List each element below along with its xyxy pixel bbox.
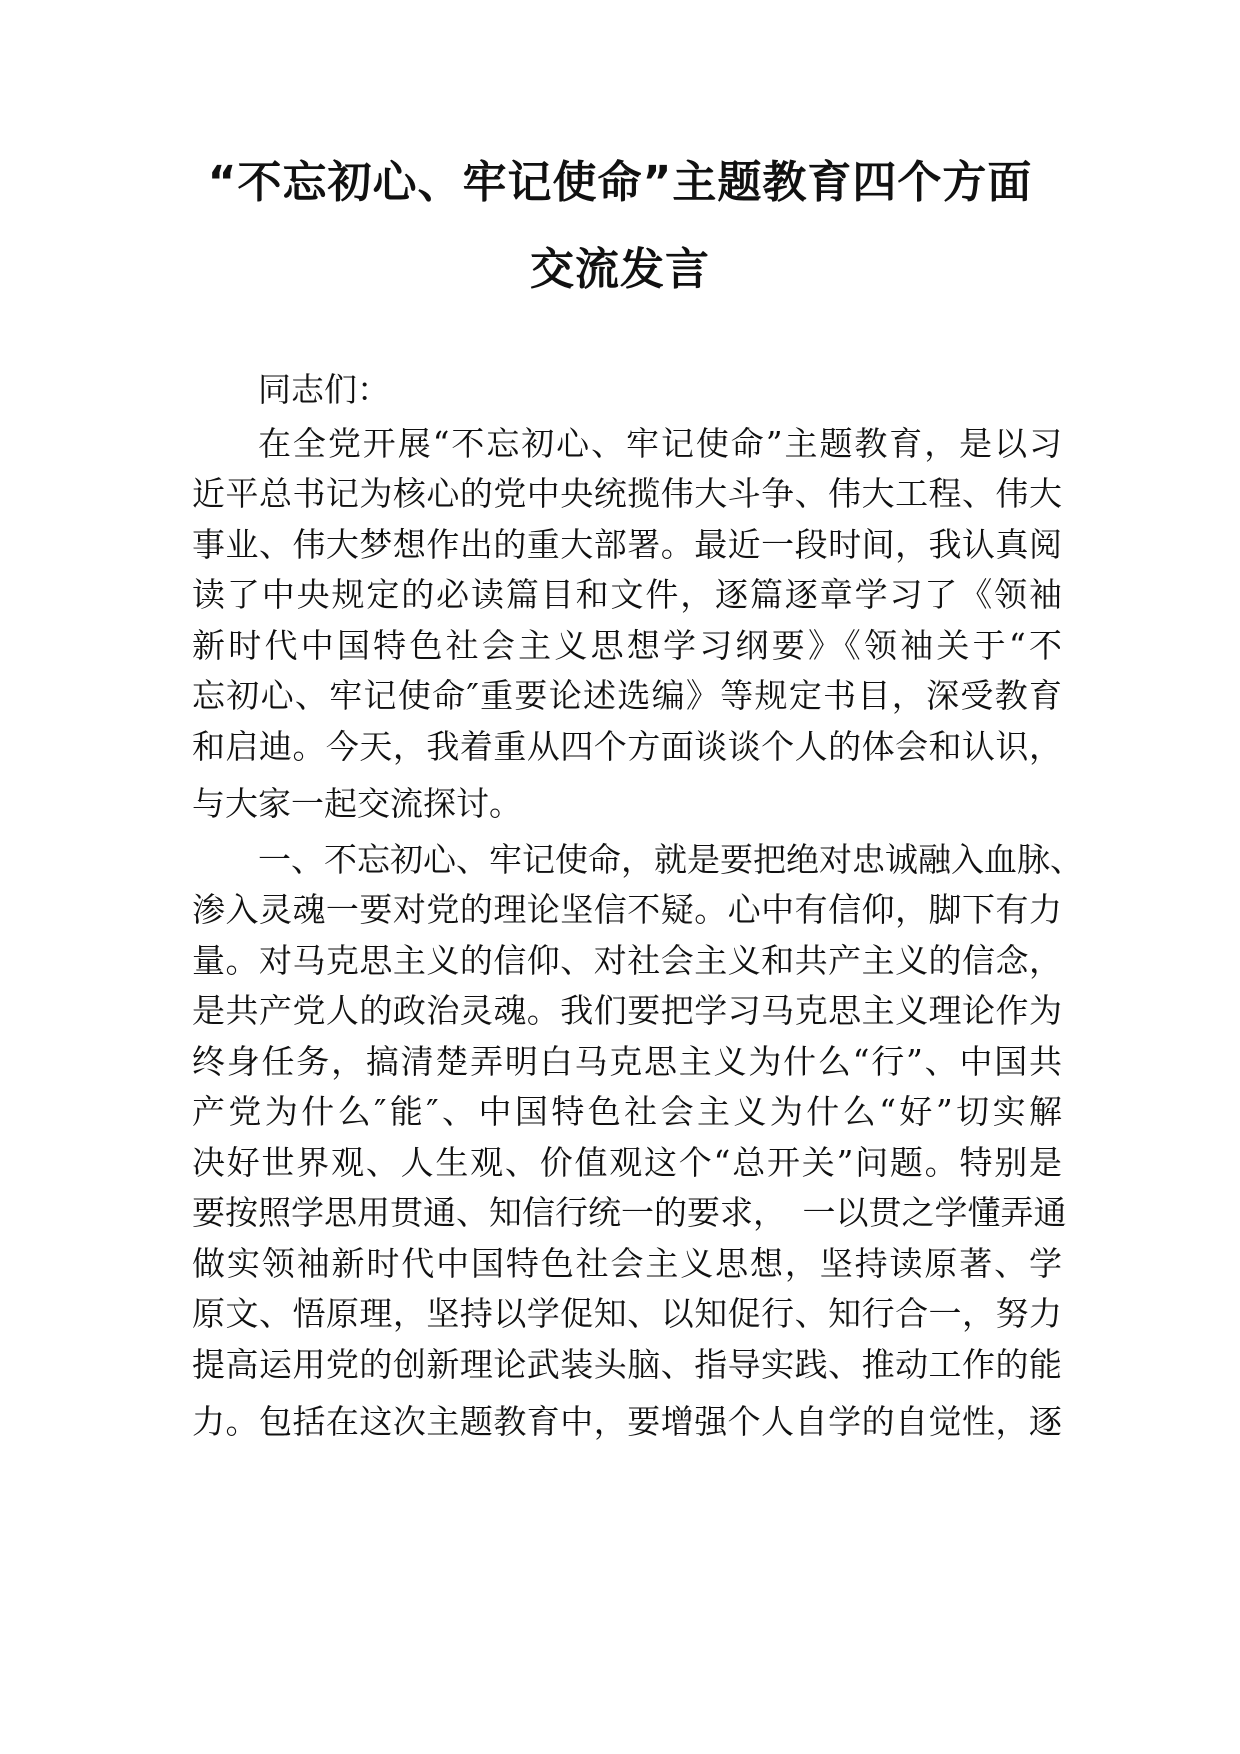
paragraph-2-line: 量。对马克思主义的信仰、对社会主义和共产主义的信念，	[192, 941, 1062, 980]
paragraph-2-line: 原文、悟原理，坚持以学促知、以知促行、知行合一，努力	[192, 1294, 1062, 1333]
salutation: 同志们：	[258, 370, 390, 409]
paragraph-1-line: 忘初心、牢记使命″重要论述选编》等规定书目，深受教育	[192, 676, 1062, 715]
paragraph-1-line: 在全党开展“不忘初心、牢记使命”主题教育，是以习	[258, 424, 1062, 463]
paragraph-1-line: 和启迪。今天，我着重从四个方面谈谈个人的体会和认识，	[192, 727, 1062, 766]
paragraph-2-line: 决好世界观、人生观、价值观这个“总开关”问题。特别是	[192, 1143, 1062, 1182]
paragraph-2-line: 一、不忘初心、牢记使命，就是要把绝对忠诚融入血脉、	[258, 840, 1083, 879]
paragraph-1-line: 读了中央规定的必读篇目和文件，逐篇逐章学习了《领袖	[192, 575, 1062, 614]
paragraph-2-line: 渗入灵魂一要对党的理论坚信不疑。心中有信仰，脚下有力	[192, 890, 1062, 929]
paragraph-2-line: 要按照学思用贯通、知信行统一的要求， 一以贯之学懂弄通	[192, 1193, 1067, 1232]
document-title-line-2: 交流发言	[530, 244, 710, 295]
paragraph-2-line: 终身任务，搞清楚弄明白马克思主义为什么“行”、中国共	[192, 1042, 1062, 1081]
paragraph-1-line: 近平总书记为核心的党中央统揽伟大斗争、伟大工程、伟大	[192, 474, 1062, 513]
paragraph-2-line: 力。包括在这次主题教育中，要增强个人自学的自觉性，逐	[192, 1402, 1062, 1441]
paragraph-2-line: 是共产党人的政治灵魂。我们要把学习马克思主义理论作为	[192, 991, 1062, 1030]
paragraph-2-line: 提高运用党的创新理论武装头脑、指导实践、推动工作的能	[192, 1345, 1062, 1384]
paragraph-2-line: 产党为什么″能″、中国特色社会主义为什么“好”切实解	[192, 1092, 1062, 1131]
document-title-line-1: “不忘初心、牢记使命”主题教育四个方面	[207, 157, 1033, 208]
paragraph-2-line: 做实领袖新时代中国特色社会主义思想，坚持读原著、学	[192, 1244, 1062, 1283]
paragraph-1-line: 事业、伟大梦想作出的重大部署。最近一段时间，我认真阅	[192, 525, 1062, 564]
paragraph-1-line: 与大家一起交流探讨。	[192, 784, 522, 823]
paragraph-1-line: 新时代中国特色社会主义思想学习纲要》《领袖关于“不	[192, 626, 1062, 665]
